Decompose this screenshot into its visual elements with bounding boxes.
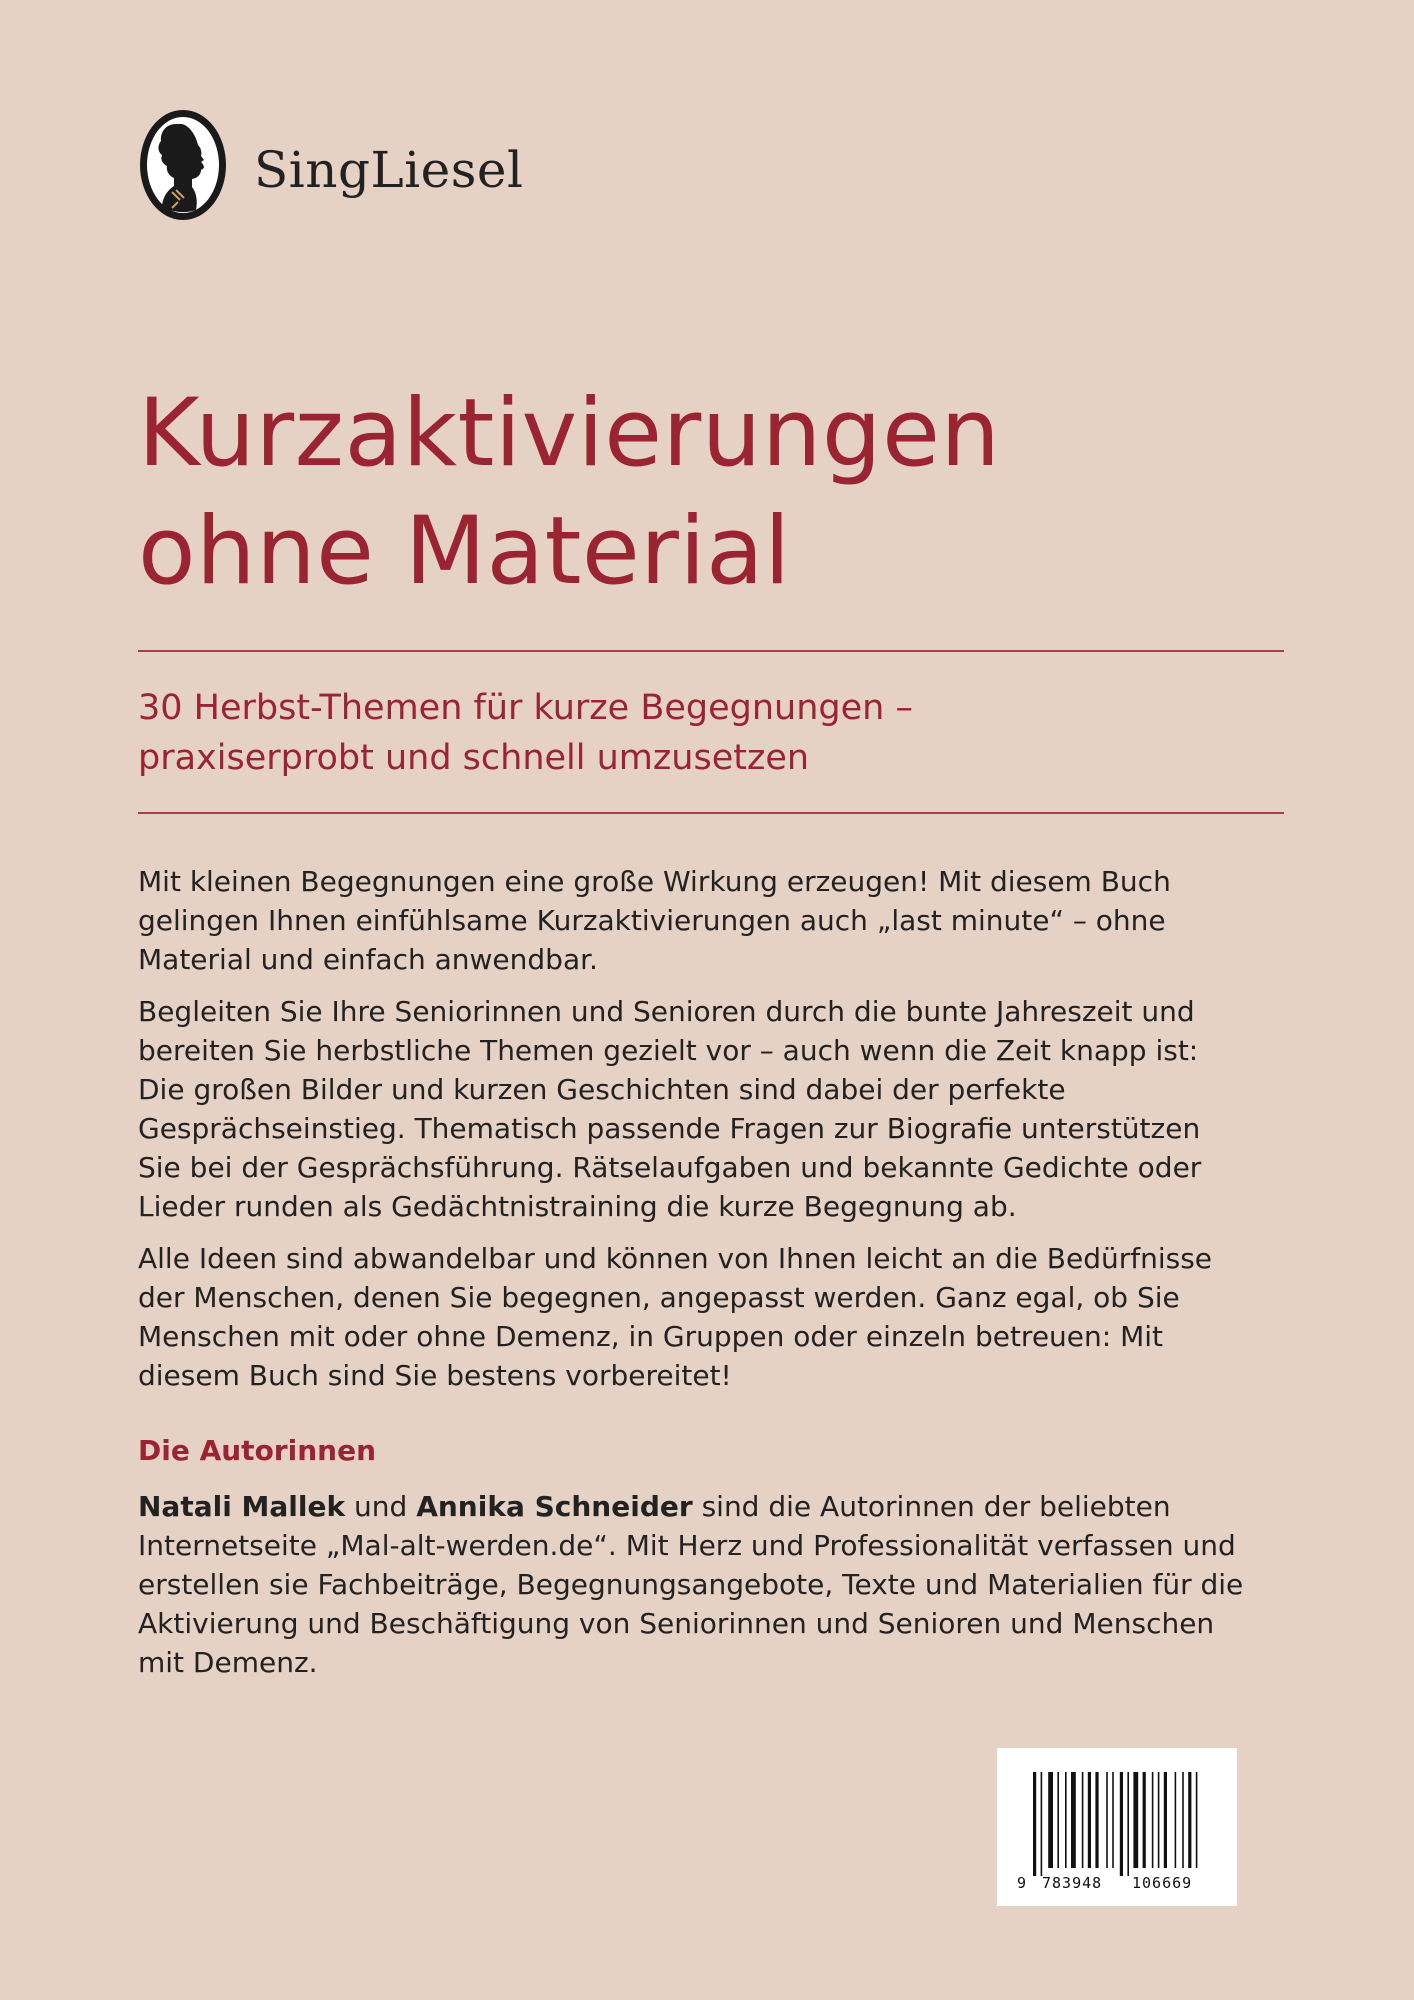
barcode-bar xyxy=(1041,1772,1043,1876)
book-title-line-1: Kurzaktivierungen xyxy=(138,379,1001,488)
blurb-text xyxy=(138,862,1248,1695)
barcode-bar xyxy=(1033,1772,1036,1876)
book-title-line-2: ohne Material xyxy=(138,497,791,606)
barcode-bar xyxy=(1196,1772,1198,1868)
barcode-bar xyxy=(1106,1772,1108,1868)
blurb-paragraph-3: Alle Ideen sind abwandelbar und können von Ihnen leicht an die Bedürfnisse der Menschen, denen Sie begegnen, angepasst werden. Ganz egal, ob Sie Menschen mit oder ohne Demenz, in Gruppen oder einzeln betreuen: Mit diesem Buch sind Sie bestens vorbereitet! xyxy=(138,1242,1213,1392)
author-name-1: Natali Mallek xyxy=(138,1490,346,1523)
book-title xyxy=(138,375,1001,611)
barcode-bar xyxy=(1120,1772,1123,1876)
barcode-bar xyxy=(1048,1772,1053,1868)
authors-heading: Die Autorinnen xyxy=(138,1434,376,1467)
author-name-2: Annika Schneider xyxy=(416,1490,693,1523)
barcode-digit-first: 9 xyxy=(1017,1874,1027,1892)
barcode-bar xyxy=(1188,1772,1191,1868)
barcode-bar xyxy=(1175,1772,1177,1868)
authors-connector: und xyxy=(345,1490,417,1523)
subtitle-line-2: praxiserprobt und schnell umzusetzen xyxy=(138,738,810,778)
barcode-bar xyxy=(1071,1772,1076,1868)
silhouette-cameo-icon xyxy=(138,108,228,222)
barcode-bar xyxy=(1182,1772,1184,1868)
isbn-barcode xyxy=(997,1748,1237,1906)
barcode-bars xyxy=(997,1748,1237,1878)
barcode-bar xyxy=(1082,1772,1084,1868)
blurb-paragraph-2: Begleiten Sie Ihre Seniorinnen und Senioren durch die bunte Jahreszeit und bereiten Sie herbstliche Themen gezielt vor – auch wenn die Zeit knapp ist: Die großen Bilder und kurzen Geschichten sind dabei der perfekte Gesprächseinstieg. Thematisch passende Fragen zur Biografie unterstützen Sie bei der Gesprächsführung. Rätselaufgaben und bekannte Gedichte oder Lieder runden als Gedächtnistraining die kurze Begegnung ab. xyxy=(138,995,1202,1223)
barcode-bar xyxy=(1065,1772,1067,1868)
barcode-bar xyxy=(1143,1772,1146,1868)
barcode-bar xyxy=(1133,1772,1138,1868)
barcode-digits xyxy=(997,1874,1237,1898)
divider-top xyxy=(138,650,1284,652)
barcode-bar xyxy=(1088,1772,1091,1868)
divider-bottom xyxy=(138,812,1284,814)
blurb-paragraph-1: Mit kleinen Begegnungen eine große Wirkung erzeugen! Mit diesem Buch gelingen Ihnen einfühlsame Kurzaktivierungen auch „last minute“ – ohne Material und einfach anwendbar. xyxy=(138,865,1171,976)
book-subtitle xyxy=(138,683,1284,783)
authors-paragraph xyxy=(138,1487,1248,1682)
subtitle-line-1: 30 Herbst-Themen für kurze Begegnungen – xyxy=(138,688,913,728)
barcode-bar xyxy=(1112,1772,1114,1868)
barcode-bar xyxy=(1057,1772,1059,1868)
barcode-group-2: 106669 xyxy=(1132,1874,1193,1892)
brand-logo xyxy=(138,108,523,222)
barcode-bar xyxy=(1127,1772,1129,1876)
authors-description: sind die Autorinnen der beliebten Internetseite „Mal-alt-werden.de“. Mit Herz und Professionalität verfassen und erstellen sie Fachbeiträge, Begegnungsangebote, Texte und Materialien für die Aktivierung und Beschäftigung von Seniorinnen und Senioren und Menschen mit Demenz. xyxy=(138,1490,1244,1679)
barcode-bar xyxy=(1095,1772,1098,1868)
barcode-bar xyxy=(1158,1772,1160,1868)
barcode-group-1: 783948 xyxy=(1042,1874,1103,1892)
barcode-bar xyxy=(1164,1772,1167,1868)
brand-name: SingLiesel xyxy=(254,141,524,199)
barcode-bar xyxy=(1152,1772,1154,1868)
